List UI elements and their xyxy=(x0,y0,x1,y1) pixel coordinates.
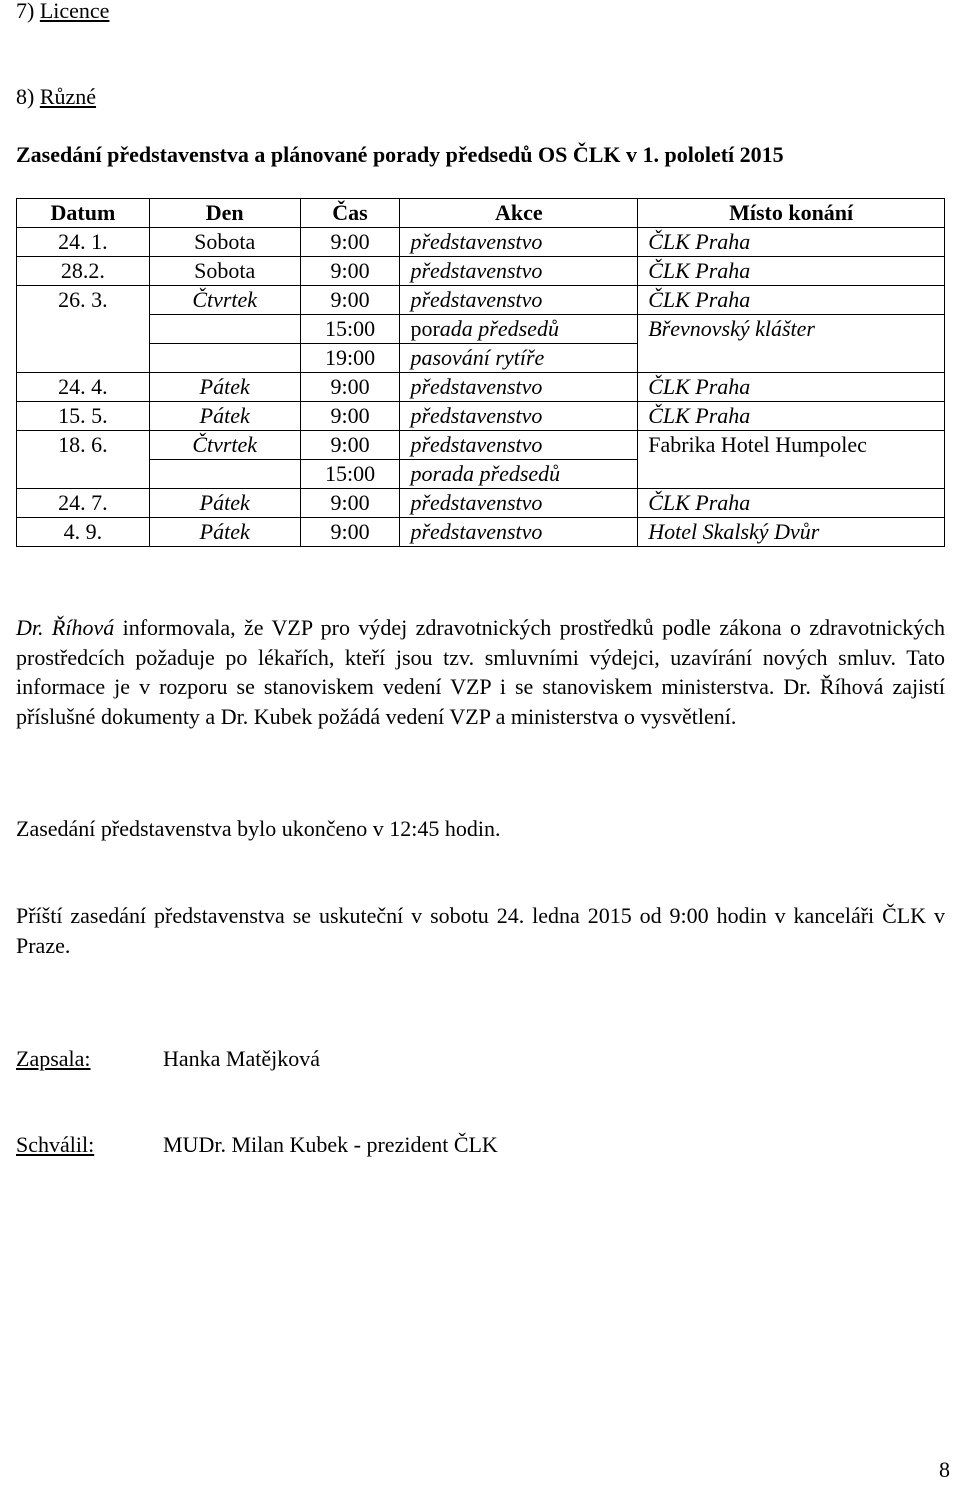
table-row xyxy=(17,460,945,489)
table-row xyxy=(17,228,945,257)
cell-action: představenstvo xyxy=(400,402,638,431)
table-row xyxy=(17,489,945,518)
zapsala-label: Zapsala: xyxy=(16,1046,91,1071)
section-ruzne-title: Různé xyxy=(39,84,97,109)
cell-day: Pátek xyxy=(149,373,300,402)
cell-date: 26. 3. xyxy=(17,286,150,315)
cell-day: Pátek xyxy=(149,489,300,518)
cell-place: ČLK Praha xyxy=(638,489,945,518)
cell-place: ČLK Praha xyxy=(638,286,945,315)
paragraph-vzp-dr: Dr. xyxy=(16,615,44,640)
cell-date: 15. 5. xyxy=(17,402,150,431)
cell-time: 15:00 xyxy=(300,460,400,489)
cell-action: představenstvo xyxy=(400,373,638,402)
cell-place: Břevnovský klášter xyxy=(638,315,945,344)
cell-day: Sobota xyxy=(149,257,300,286)
schedule-table xyxy=(16,198,945,547)
cell-action: představenstvo xyxy=(400,518,638,547)
cell-time: 9:00 xyxy=(300,228,400,257)
cell-time: 19:00 xyxy=(300,344,400,373)
header-time: Čas xyxy=(300,199,400,228)
cell-day xyxy=(149,315,300,344)
cell-action: představenstvo xyxy=(400,257,638,286)
cell-day: Sobota xyxy=(149,228,300,257)
cell-day: Pátek xyxy=(149,402,300,431)
cell-place: ČLK Praha xyxy=(638,373,945,402)
cell-day xyxy=(149,344,300,373)
table-row xyxy=(17,315,945,344)
cell-day: Pátek xyxy=(149,518,300,547)
cell-date: 4. 9. xyxy=(17,518,150,547)
cell-action-rest: ada předsedů xyxy=(439,316,559,341)
paragraph-next-meeting: Příští zasedání představenstva se uskuteční v sobotu 24. ledna 2015 od 9:00 hodin v kanceláři ČLK v Praze. xyxy=(16,903,945,958)
table-row xyxy=(17,402,945,431)
cell-time: 9:00 xyxy=(300,489,400,518)
section-licence-number: 7) xyxy=(16,0,40,23)
paragraph-vzp-name: Říhová xyxy=(51,615,115,640)
header-date: Datum xyxy=(17,199,150,228)
cell-place xyxy=(638,460,945,489)
table-row xyxy=(17,373,945,402)
schedule-title: Zasedání představenstva a plánované porady předsedů OS ČLK v 1. pololetí 2015 xyxy=(16,142,784,167)
cell-place: ČLK Praha xyxy=(638,228,945,257)
table-row xyxy=(17,257,945,286)
cell-time: 9:00 xyxy=(300,431,400,460)
cell-date: 18. 6. xyxy=(17,431,150,460)
zapsala-name: Hanka Matějková xyxy=(163,1046,320,1071)
section-licence-heading xyxy=(16,0,109,26)
paragraph-meeting-end: Zasedání představenstva bylo ukončeno v 12:45 hodin. xyxy=(16,816,501,841)
cell-time: 9:00 xyxy=(300,518,400,547)
cell-date xyxy=(17,344,150,373)
section-ruzne-heading xyxy=(16,82,96,112)
paragraph-vzp xyxy=(16,613,945,731)
cell-day: Čtvrtek xyxy=(149,286,300,315)
cell-place: Fabrika Hotel Humpolec xyxy=(638,431,945,460)
cell-place: ČLK Praha xyxy=(638,402,945,431)
header-action: Akce xyxy=(400,199,638,228)
cell-date: 28.2. xyxy=(17,257,150,286)
cell-day xyxy=(149,460,300,489)
paragraph-vzp-text: informovala, že VZP pro výdej zdravotnických prostředků podle zákona o zdravotnických prostředcích požaduje po lékařích, kteří jsou tzv. smluvními výdejci, uzavírání nových smluv. Tato informace je v rozporu se stanoviskem vedení VZP i se stanoviskem ministerstva. Dr. Říhová zajistí příslušné dokumenty a Dr. Kubek požádá vedení VZP a ministerstva o vysvětlení. xyxy=(16,615,945,729)
table-header-row xyxy=(17,199,945,228)
cell-action: představenstvo xyxy=(400,431,638,460)
cell-time: 9:00 xyxy=(300,402,400,431)
table-row xyxy=(17,518,945,547)
table-row xyxy=(17,431,945,460)
cell-action: představenstvo xyxy=(400,489,638,518)
header-place: Místo konání xyxy=(638,199,945,228)
cell-day: Čtvrtek xyxy=(149,431,300,460)
cell-time: 9:00 xyxy=(300,257,400,286)
table-row xyxy=(17,286,945,315)
cell-time: 15:00 xyxy=(300,315,400,344)
table-row xyxy=(17,344,945,373)
cell-time: 9:00 xyxy=(300,373,400,402)
cell-place xyxy=(638,344,945,373)
cell-action xyxy=(400,315,638,344)
cell-date: 24. 7. xyxy=(17,489,150,518)
cell-place: Hotel Skalský Dvůr xyxy=(638,518,945,547)
cell-action: představenstvo xyxy=(400,228,638,257)
schvalil-label: Schválil: xyxy=(16,1132,95,1157)
header-day: Den xyxy=(149,199,300,228)
cell-date: 24. 4. xyxy=(17,373,150,402)
schvalil-name: MUDr. Milan Kubek - prezident ČLK xyxy=(163,1132,498,1157)
cell-action-prefix: por xyxy=(410,316,440,341)
cell-time: 9:00 xyxy=(300,286,400,315)
cell-place: ČLK Praha xyxy=(638,257,945,286)
cell-date: 24. 1. xyxy=(17,228,150,257)
cell-date xyxy=(17,460,150,489)
cell-action: porada předsedů xyxy=(400,460,638,489)
section-ruzne-number: 8) xyxy=(16,84,40,109)
cell-action: představenstvo xyxy=(400,286,638,315)
page-number: 8 xyxy=(939,1457,950,1482)
cell-action: pasování rytíře xyxy=(400,344,638,373)
section-licence-title: Licence xyxy=(39,0,110,23)
cell-date xyxy=(17,315,150,344)
